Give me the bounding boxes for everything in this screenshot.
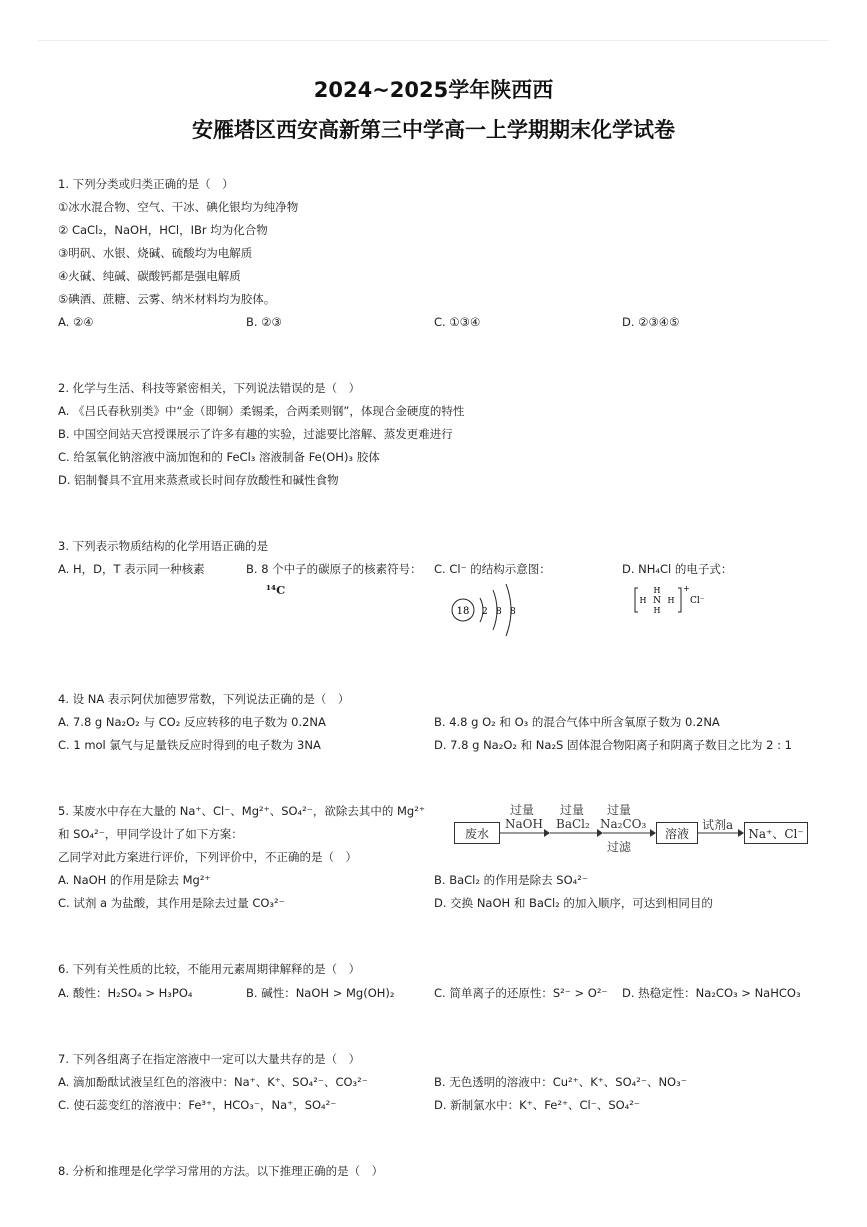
q7-option-c: C. 使石蕊变红的溶液中：Fe³⁺，HCO₃⁻，Na⁺，SO₄²⁻ (58, 1098, 337, 1112)
q3-stem: 3. 下列表示物质结构的化学用语正确的是 (58, 539, 269, 553)
flow-end-box: Na⁺、Cl⁻ (744, 822, 808, 844)
q7-option-a: A. 滴加酚酞试液呈红色的溶液中：Na⁺、K⁺、SO₄²⁻、CO₃²⁻ (58, 1075, 368, 1089)
q1-item-2: ② CaCl₂，NaOH，HCl，IBr 均为化合物 (58, 223, 268, 237)
q7-option-b: B. 无色透明的溶液中：Cu²⁺、K⁺、SO₄²⁻、NO₃⁻ (434, 1075, 687, 1089)
shell-electrons-1: 2 (482, 607, 488, 617)
formula-n-center: N (653, 596, 661, 606)
q4-option-a: A. 7.8 g Na₂O₂ 与 CO₂ 反应转移的电子数为 0.2NA (58, 715, 326, 729)
formula-h-bottom: H (653, 606, 661, 615)
flow-step1-top: 过量 (510, 803, 535, 817)
shell-electrons-3: 8 (510, 607, 516, 617)
q2-option-d: D. 铝制餐具不宜用来蒸煮或长时间存放酸性和碱性食物 (58, 473, 339, 487)
q5-option-b: B. BaCl₂ 的作用是除去 SO₄²⁻ (434, 873, 588, 887)
flow-start-box: 废水 (454, 822, 500, 844)
formula-h-left: H (639, 596, 647, 605)
q1-option-b: B. ②③ (246, 315, 282, 329)
formula-chloride: Cl⁻ (690, 596, 705, 606)
page-title-line1: 2024~2025学年陕西西 (313, 78, 554, 102)
flow-step3-bottom: Na₂CO₃ (600, 817, 647, 831)
flow-step3-top: 过量 (607, 803, 632, 817)
q6-option-b: B. 碱性：NaOH > Mg(OH)₂ (246, 986, 395, 1000)
page-title-line2: 安雁塔区西安高新第三中学高一上学期期末化学试卷 (192, 118, 675, 142)
q4-option-b: B. 4.8 g O₂ 和 O₃ 的混合气体中所含氧原子数为 0.2NA (434, 715, 720, 729)
q1-item-3: ③明矾、水银、烧碱、硫酸均为电解质 (58, 246, 253, 260)
q8-stem: 8. 分析和推理是化学学习常用的方法。以下推理正确的是（ ） (58, 1164, 384, 1178)
q6-option-a: A. 酸性：H₂SO₄ > H₃PO₄ (58, 986, 193, 1000)
q3-option-a: A. H，D，T 表示同一种核素 (58, 562, 205, 576)
q2-option-c: C. 给氢氧化钠溶液中滴加饱和的 FeCl₃ 溶液制备 Fe(OH)₃ 胶体 (58, 450, 380, 464)
q4-option-d: D. 7.8 g Na₂O₂ 和 Na₂S 固体混合物阳离子和阴离子数目之比为 2 : 1 (434, 738, 792, 752)
q6-stem: 6. 下列有关性质的比较，不能用元素周期律解释的是（ ） (58, 962, 361, 976)
q1-option-a: A. ②④ (58, 315, 94, 329)
flow-step1-bottom: NaOH (505, 817, 543, 831)
flow-step3-filter: 过滤 (607, 840, 632, 854)
nucleus-charge: 18 (456, 606, 470, 617)
q2-option-b: B. 中国空间站天宫授课展示了许多有趣的实验，过滤要比溶解、蒸发更难进行 (58, 427, 453, 441)
q3-b-nuclide-symbol: ¹⁴C (266, 583, 286, 597)
q1-option-c: C. ①③④ (434, 315, 481, 329)
q3-cl-structure-diagram (448, 580, 528, 640)
q7-option-d: D. 新制氯水中：K⁺、Fe²⁺、Cl⁻、SO₄²⁻ (434, 1098, 640, 1112)
q1-item-1: ①冰水混合物、空气、干冰、碘化银均为纯净物 (58, 200, 299, 214)
q5-stem-line3: 乙同学对此方案进行评价，下列评价中，不正确的是（ ） (58, 850, 357, 864)
q5-option-c: C. 试剂 a 为盐酸，其作用是除去过量 CO₃²⁻ (58, 896, 285, 910)
q1-stem: 1. 下列分类或归类正确的是（ ） (58, 177, 234, 191)
q4-stem: 4. 设 NA 表示阿伏加德罗常数，下列说法正确的是（ ） (58, 692, 350, 706)
q5-option-a: A. NaOH 的作用是除去 Mg²⁺ (58, 873, 211, 887)
formula-h-right: H (667, 596, 675, 605)
q5-stem-line1: 5. 某废水中存在大量的 Na⁺、Cl⁻、Mg²⁺、SO₄²⁻，欲除去其中的 Mg²⁺ (58, 804, 425, 818)
q3-nh4cl-electron-formula (634, 582, 714, 618)
flow-middle-box: 溶液 (656, 822, 698, 844)
flow-step2-bottom: BaCl₂ (556, 817, 590, 831)
flow-step2-top: 过量 (560, 803, 585, 817)
header-rule (38, 40, 829, 41)
shell-electrons-2: 8 (496, 607, 502, 617)
q3-option-b: B. 8 个中子的碳原子的核素符号： (246, 562, 422, 576)
q4-option-c: C. 1 mol 氯气与足量铁反应时得到的电子数为 3NA (58, 738, 321, 752)
q1-item-4: ④火碱、纯碱、碳酸钙都是强电解质 (58, 269, 241, 283)
q6-option-d: D. 热稳定性：Na₂CO₃ > NaHCO₃ (622, 986, 801, 1000)
q1-option-d: D. ②③④⑤ (622, 315, 680, 329)
q2-option-a: A. 《吕氏春秋别类》中“金（即铜）柔锡柔，合两柔则钢”，体现合金硬度的特性 (58, 404, 465, 418)
q5-option-d: D. 交换 NaOH 和 BaCl₂ 的加入顺序，可达到相同目的 (434, 896, 713, 910)
formula-plus-charge: + (683, 584, 690, 593)
q3-option-c: C. Cl⁻ 的结构示意图： (434, 562, 551, 576)
q2-stem: 2. 化学与生活、科技等紧密相关，下列说法错误的是（ ） (58, 381, 361, 395)
q3-option-d: D. NH₄Cl 的电子式： (622, 562, 733, 576)
q6-option-c: C. 简单离子的还原性：S²⁻ > O²⁻ (434, 986, 608, 1000)
q5-stem-line2: 和 SO₄²⁻，甲同学设计了如下方案： (58, 827, 243, 841)
q1-item-5: ⑤碘酒、蔗糖、云雾、纳米材料均为胶体。 (58, 292, 276, 306)
q7-stem: 7. 下列各组离子在指定溶液中一定可以大量共存的是（ ） (58, 1052, 361, 1066)
formula-h-top: H (653, 586, 661, 595)
flow-reagent-a: 试剂a (702, 818, 734, 832)
